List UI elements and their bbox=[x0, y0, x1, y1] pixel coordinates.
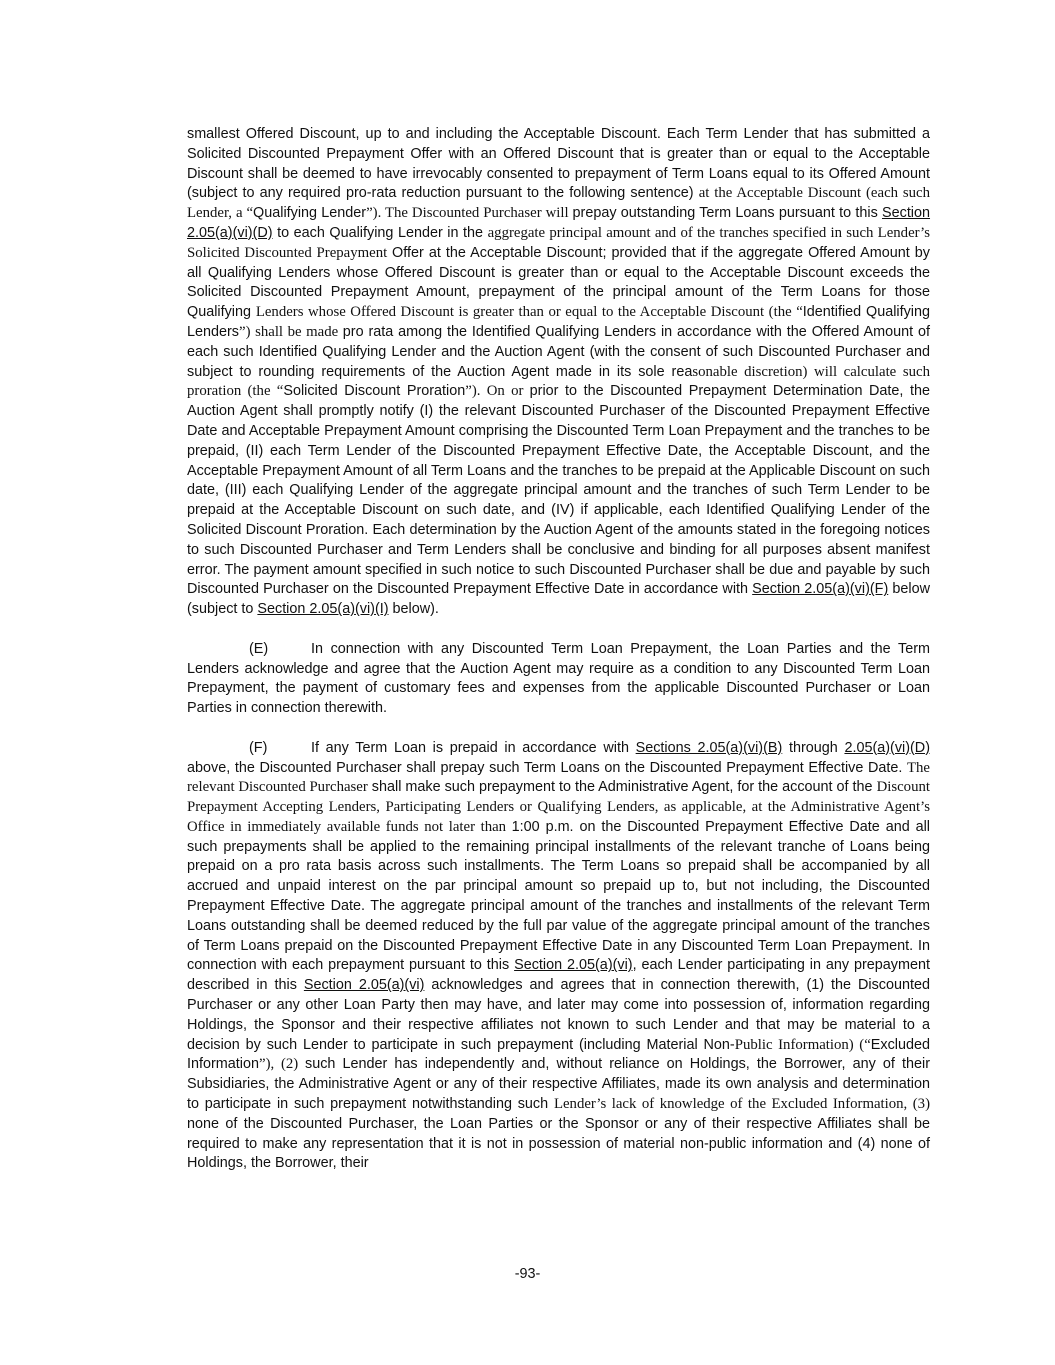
text-run: none of the Discounted Purchaser, the Loan Parties or the Sponsor or any of their respective Affiliates shall be required to make any representation that it is not in possession of material non-public information and (4) none of Holdings, the Borrower, their bbox=[187, 1115, 930, 1172]
defined-term: Excluded Information bbox=[187, 1036, 930, 1073]
text-run: below (subject to bbox=[187, 581, 930, 618]
text-run: The relevant Discounted Purchaser bbox=[187, 759, 930, 796]
text-run: Lenders, as applicable, at the Administrative Agent’s Office in immediately available funds not later than bbox=[187, 799, 930, 835]
section-reference: Section 2.05(a)(vi)(I) bbox=[257, 601, 389, 618]
text-run: smallest Offered Discount, up to and including the Acceptable Discount. Each Term Lender that has submitted a Solicited Discounted Prepayment Offer with an Offered Discount that is greater than or equal to the Acceptable Discount shall be deemed to have irrevocably consented to prepayment of Term Loans equal to its Offered Amount (subject to any required pro-rata reduction pursuant to the following sentence) bbox=[187, 126, 930, 202]
text-run: Lenders whose Offered Discount is greater than or equal to the Acceptable Discount (the “ bbox=[255, 304, 803, 321]
section-reference: Sections 2.05(a)(vi)(B) bbox=[635, 739, 783, 756]
text-run: ”). The Discounted Purchaser will bbox=[366, 205, 573, 222]
text-run: Lender’s lack of knowledge of the Excluded Information, (3) bbox=[553, 1096, 930, 1113]
section-reference: 2.05(a)(vi)(D) bbox=[844, 739, 930, 756]
defined-term: Qualifying Lender bbox=[253, 205, 367, 222]
text-run: pro rata among the Identified Qualifying Lenders in accordance with the Offered Amount of each such Identified Qualifying Lender and the Auction Agent (with the consent of such Discounted Purchaser and subject to rounding requirements of the Auction Agent made in its sole rea bbox=[187, 323, 930, 380]
document-page bbox=[187, 125, 930, 1174]
text-run: prior to the Discounted Prepayment Determination Date, the Auction Agent shall promptly notify (I) the relevant Discounted Purchaser of the Discounted Prepayment Effective Date and Acceptable Prepayment Amount comprising the Discounted Term Loan Prepayment and the tranches to be prepaid, (II) each Term Lender of the Discounted Prepayment Effective Date, the Acceptable Discount, and the Acceptable Prepayment Amount of all Term Loans and the tranches to be prepaid at the Applicable Discount on such date, (III) each Qualifying Lender of the aggregate principal amount and the tranches of such Term Lender to be prepaid at the Acceptable Discount on such date, and (IV) if applicable, each Identified Qualifying Lender of the Solicited Discount Proration. Each determination by the Auction Agent of the amounts stated in the foregoing notices to such Discounted Purchaser and Term Lenders shall be conclusive and binding for all purposes absent manifest error. The payment amount specified in such notice to such Discounted Purchaser shall be due and payable by such Discounted Purchaser on the Discounted Prepayment Effective Date in accordance with bbox=[187, 383, 930, 598]
paragraph-text: In connection with any Discounted Term Loan Prepayment, the Loan Parties and the Term Lenders acknowledge and agree that the Auction Agent may require as a condition to any Discounted Term Loan Prepayment, the payment of customary fees and expenses from the applicable Discounted Purchaser or Loan Parties in connection therewith. bbox=[187, 640, 930, 717]
text-run: , each Lender participating in any prepayment described in this bbox=[187, 957, 930, 994]
text-run: Offer at the Acceptable Discount; provided that if the aggregate Offered Amount by all Qualifying Lenders whose Offered Discount is greater than or equal to the Acceptable Discount exceeds the Solicited Discounted Prepayment Amount, prepayment of the principal amount of the Term Loans for those Qualifying bbox=[187, 244, 930, 321]
text-run: to each Qualifying Lender in the bbox=[272, 224, 488, 241]
page-number: -93- bbox=[514, 1266, 541, 1282]
text-run: 1:00 p.m. on the Discounted Prepayment Effective Date and all such prepayments shall be applied to the remaining principal installments of the relevant tranche of Loans being prepaid on a pro rata basis across such installments. The Term Loans so prepaid shall be accompanied by all accrued and unpaid interest on the par principal amount so prepaid up to, but not including, the Discounted Prepayment Effective Date. The aggregate principal amount of the tranches and installments of the relevant Term Loans outstanding shall be deemed reduced by the full par value of the aggregate principal amount of the tranches of Term Loans prepaid on the Discounted Prepayment Effective Date in any Discounted Term Loan Prepayment. In connection with each prepayment pursuant to this bbox=[187, 818, 930, 974]
text-run: shall make such prepayment to the Administrative Agent, for the account of the bbox=[367, 779, 877, 796]
intro-paragraph bbox=[187, 125, 930, 620]
text-run: Public Information) (“ bbox=[734, 1036, 871, 1053]
defined-term: Solicited Discount Proration bbox=[283, 383, 466, 400]
text-run: through bbox=[782, 739, 845, 756]
text-run: On or bbox=[486, 383, 530, 400]
text-run: prepay outstanding Term Loans pursuant to this bbox=[572, 205, 883, 222]
paragraph-label: (E) bbox=[249, 640, 269, 657]
text-run: aggregate principal amount and of the tranches specified in such Lender’s Solicited Discounted Prepayment bbox=[187, 224, 930, 261]
text-run: acknowledges and agrees that in connection therewith, (1) the Discounted Purchaser or any other Loan Party then may have, and later may come into possession of, information regarding Holdings, the Sponsor and their respective affiliates not known to such Lender and that may be material to a decision by such Lender to participate in such prepayment (including Material Non- bbox=[187, 977, 930, 1053]
section-reference: Section 2.05(a)(vi)(F) bbox=[752, 581, 889, 598]
text-run: Discount Prepayment Accepting Lenders, Participating Lenders or Qualifying bbox=[187, 779, 930, 816]
text-run: at the Acceptable Discount (each such Lender, a “ bbox=[187, 185, 931, 222]
paragraph-label: (F) bbox=[249, 739, 268, 756]
paragraph-f bbox=[187, 739, 930, 1175]
text-run: sonable discretion) will calculate such proration (the “ bbox=[187, 363, 930, 400]
text-run: such Lender has independently and, without reliance on Holdings, the Borrower, any of their Subsidiaries, the Administrative Agent or any of their respective Affiliates, made its own analysis and determination to participate in such prepayment notwithstanding such bbox=[187, 1056, 930, 1113]
paragraph-e bbox=[187, 640, 930, 719]
text-run: above, the Discounted Purchaser shall prepay such Term Loans on the Discounted Prepayment Effective Date. bbox=[187, 759, 907, 776]
section-reference: Section 2.05(a)(vi)(D) bbox=[187, 205, 931, 241]
text-run: ”). bbox=[465, 383, 487, 400]
text-run: ”) shall be made bbox=[239, 323, 343, 340]
text-run: If any Term Loan is prepaid in accordance with bbox=[311, 739, 636, 756]
text-run: below). bbox=[388, 601, 439, 618]
section-reference: Section 2.05(a)(vi) bbox=[303, 977, 425, 994]
section-reference: Section 2.05(a)(vi) bbox=[514, 957, 633, 974]
defined-term: Identified Qualifying Lenders bbox=[187, 304, 930, 340]
text-run: ”), (2) bbox=[259, 1056, 306, 1073]
